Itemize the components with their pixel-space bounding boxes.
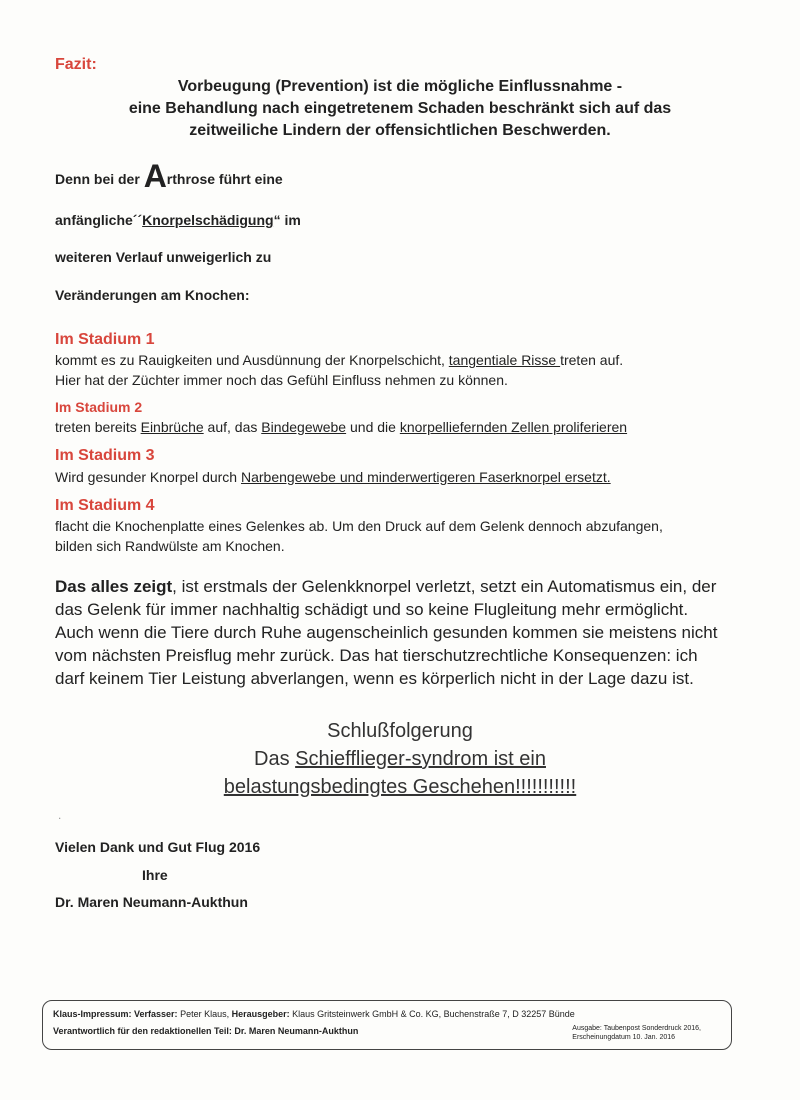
impressum-verantwortlich: Verantwortlich für den redaktionellen Teil: Dr. Maren Neumann-Aukthun bbox=[53, 1026, 359, 1036]
impressum-box bbox=[42, 1000, 732, 1050]
impressum-line-1 bbox=[53, 1009, 575, 1019]
stage-3-text bbox=[55, 467, 755, 487]
impressum-herausgeber: Klaus Gritsteinwerk GmbH & Co. KG, Buchenstraße 7, D 32257 Bünde bbox=[289, 1009, 575, 1019]
conclusion-block bbox=[0, 717, 800, 801]
summary-rest: , ist erstmals der Gelenkknorpel verletzt, setzt ein Automatismus ein, der das Gelenk für immer nachhaltig schädigt und so keine Flugleitung mehr ermöglicht. Auch wenn die Tiere durch Ruhe augenscheinlich gesunden kommen sie meistens nicht vom nächsten Preisflug mehr zurück. Das hat tierschutzrechtliche Konsequenzen: ich darf keinem Tier Leistung abverlangen, wenn es körperlich nicht in der Lage dazu ist. bbox=[55, 577, 718, 688]
fazit-heading: Fazit: bbox=[55, 56, 97, 73]
intro-line-1-pre: Denn bei der bbox=[55, 171, 144, 187]
stage-2-underlined-3: knorpelliefernden Zellen proliferieren bbox=[399, 419, 628, 435]
impressum-datum: Erscheinungdatum 10. Jan. 2016 bbox=[572, 1034, 676, 1041]
intro-line-3: weiteren Verlauf unweigerlich zu bbox=[55, 249, 272, 265]
stage-1-heading: Im Stadium 1 bbox=[55, 331, 155, 348]
intro-underlined-term: Knorpelschädigung bbox=[142, 212, 274, 228]
conclusion-line-3-underlined: belastungsbedingtes Geschehen!!!!!!!!!!! bbox=[223, 776, 577, 798]
stage-4-line-1: flacht die Knochenplatte eines Gelenkes ab. Um den Druck auf dem Gelenk dennoch abzufangen, bbox=[55, 518, 663, 534]
stage-2-text-c: und die bbox=[346, 419, 400, 435]
impressum-herausgeber-label: Herausgeber: bbox=[231, 1009, 290, 1019]
conclusion-line-2-pre: Das bbox=[254, 748, 296, 770]
stage-4-line-2: bilden sich Randwülste am Knochen. bbox=[55, 538, 285, 554]
conclusion-line-3 bbox=[0, 773, 800, 801]
stage-2-text bbox=[55, 417, 755, 437]
stage-1-text-a: kommt es zu Rauigkeiten und Ausdünnung der Knorpelschicht, bbox=[55, 352, 449, 368]
stage-1-text-b: treten auf. bbox=[560, 352, 624, 368]
intro-line-4: Veränderungen am Knochen: bbox=[55, 287, 250, 303]
impressum-verfasser-label: Klaus-Impressum: Verfasser: bbox=[53, 1009, 178, 1019]
conclusion-title: Schlußfolgerung bbox=[327, 720, 473, 742]
stage-2-text-a: treten bereits bbox=[55, 419, 141, 435]
stage-3-underlined: Narbengewebe und minderwertigeren Faserknorpel ersetzt. bbox=[241, 469, 611, 485]
stage-1-underlined: tangentiale Risse bbox=[448, 352, 561, 368]
stage-2-text-b: auf, das bbox=[203, 419, 262, 435]
stage-3-text-a: Wird gesunder Knorpel durch bbox=[55, 469, 241, 485]
impressum-verfasser: Peter Klaus, bbox=[177, 1009, 232, 1019]
stage-4-heading: Im Stadium 4 bbox=[55, 497, 155, 514]
intro-big-letter: A bbox=[143, 158, 167, 194]
intro-line-2 bbox=[55, 212, 301, 228]
signoff-thanks: Vielen Dank und Gut Flug 2016 bbox=[55, 839, 261, 855]
stage-1-text bbox=[55, 350, 755, 390]
impressum-ausgabe: Ausgabe: Taubenpost Sonderdruck 2016, bbox=[572, 1025, 701, 1032]
intro-line-1 bbox=[55, 158, 283, 194]
conclusion-line-2 bbox=[0, 745, 800, 773]
fazit-line-3: zeitweiliche Lindern der offensichtlichen Beschwerden. bbox=[189, 122, 611, 139]
intro-line-1-post: rthrose führt eine bbox=[166, 171, 283, 187]
summary-lead: Das alles zeigt bbox=[55, 577, 173, 596]
impressum-ausgabe-block bbox=[572, 1024, 701, 1042]
fazit-line-2: eine Behandlung nach eingetretenem Schaden beschränkt sich auf das bbox=[128, 100, 672, 117]
stage-2-underlined-1: Einbrüche bbox=[140, 419, 204, 435]
intro-line-2-post: “ im bbox=[273, 212, 301, 228]
stage-1-line-2: Hier hat der Züchter immer noch das Gefühl Einfluss nehmen zu können. bbox=[55, 372, 508, 388]
signoff-author: Dr. Maren Neumann-Aukthun bbox=[55, 894, 248, 910]
signoff-ihre: Ihre bbox=[142, 867, 168, 883]
stage-3-heading: Im Stadium 3 bbox=[55, 447, 155, 464]
fazit-line-1: Vorbeugung (Prevention) ist die mögliche Einflussnahme - bbox=[177, 78, 623, 95]
conclusion-line-2-underlined: Schiefflieger-syndrom ist ein bbox=[295, 748, 546, 770]
fazit-body bbox=[0, 76, 800, 142]
stage-2-heading: Im Stadium 2 bbox=[55, 399, 143, 415]
stage-1-line-1 bbox=[55, 350, 755, 370]
stray-dot: . bbox=[58, 808, 62, 822]
stage-2-underlined-2: Bindegewebe bbox=[261, 419, 347, 435]
stage-4-text bbox=[55, 516, 755, 556]
intro-line-2-pre: anfängliche´´ bbox=[55, 212, 143, 228]
summary-paragraph bbox=[55, 575, 730, 690]
